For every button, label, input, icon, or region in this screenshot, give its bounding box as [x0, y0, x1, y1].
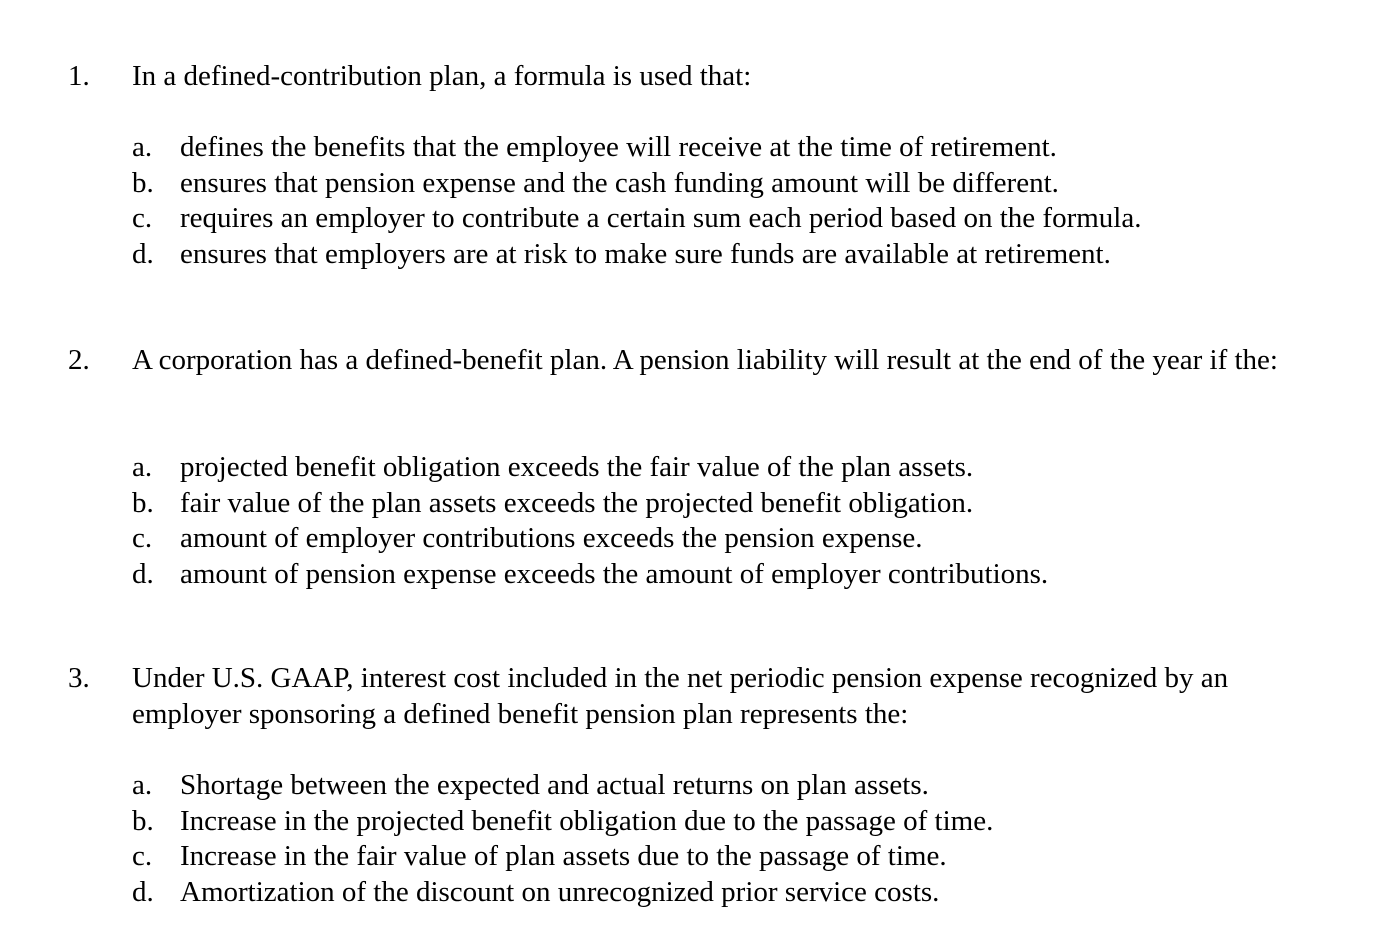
- option-letter: d.: [132, 557, 154, 590]
- answer-option-b[interactable]: [132, 485, 1332, 521]
- option-text: projected benefit obligation exceeds the fair value of the plan assets.: [180, 451, 974, 483]
- option-text: amount of employer contributions exceeds the pension expense.: [180, 522, 923, 554]
- option-text: Shortage between the expected and actual returns on plan assets.: [180, 769, 929, 801]
- option-text: defines the benefits that the employee will receive at the time of retirement.: [180, 131, 1057, 163]
- option-letter: d.: [132, 875, 154, 908]
- answer-options: [132, 129, 1332, 271]
- question-number: 2.: [68, 344, 90, 376]
- option-text: requires an employer to contribute a certain sum each period based on the formula.: [180, 202, 1142, 234]
- option-letter: b.: [132, 166, 154, 199]
- option-text: Increase in the projected benefit obligation due to the passage of time.: [180, 804, 994, 837]
- option-letter: a.: [132, 769, 153, 801]
- option-text: Increase in the fair value of plan assets due to the passage of time.: [180, 840, 947, 872]
- answer-option-a[interactable]: [132, 767, 1332, 803]
- option-letter: b.: [132, 486, 154, 519]
- option-text: ensures that employers are at risk to make sure funds are available at retirement.: [180, 237, 1111, 270]
- option-text: ensures that pension expense and the cash funding amount will be different.: [180, 166, 1059, 199]
- answer-option-c[interactable]: [132, 838, 1332, 874]
- option-letter: a.: [132, 131, 153, 163]
- option-letter: c.: [132, 522, 153, 554]
- question-stem: A corporation has a defined-benefit plan. A pension liability will result at the end of the year if the:: [132, 344, 1278, 376]
- option-letter: d.: [132, 237, 154, 270]
- option-text: fair value of the plan assets exceeds the projected benefit obligation.: [180, 486, 974, 519]
- option-text: Amortization of the discount on unrecognized prior service costs.: [180, 875, 940, 908]
- answer-option-d[interactable]: [132, 556, 1332, 592]
- answer-option-d[interactable]: [132, 236, 1332, 272]
- option-letter: a.: [132, 451, 153, 483]
- option-text: amount of pension expense exceeds the amount of employer contributions.: [180, 557, 1049, 590]
- answer-option-d[interactable]: [132, 874, 1332, 910]
- answer-option-a[interactable]: [132, 449, 1332, 485]
- answer-options: [132, 449, 1332, 591]
- question-number: 1.: [68, 60, 90, 92]
- answer-option-c[interactable]: [132, 520, 1332, 556]
- option-letter: c.: [132, 840, 153, 872]
- option-letter: b.: [132, 804, 154, 837]
- answer-option-b[interactable]: [132, 803, 1332, 839]
- answer-options: [132, 767, 1332, 909]
- answer-option-b[interactable]: [132, 165, 1332, 201]
- answer-option-c[interactable]: [132, 200, 1332, 236]
- option-letter: c.: [132, 202, 153, 234]
- question-stem: Under U.S. GAAP, interest cost included in the net periodic pension expense recognized by an employer sponsoring a defined benefit pension plan represents the:: [132, 662, 1229, 730]
- question-stem: In a defined-contribution plan, a formula is used that:: [132, 60, 752, 92]
- question-number: 3.: [68, 662, 90, 694]
- answer-option-a[interactable]: [132, 129, 1332, 165]
